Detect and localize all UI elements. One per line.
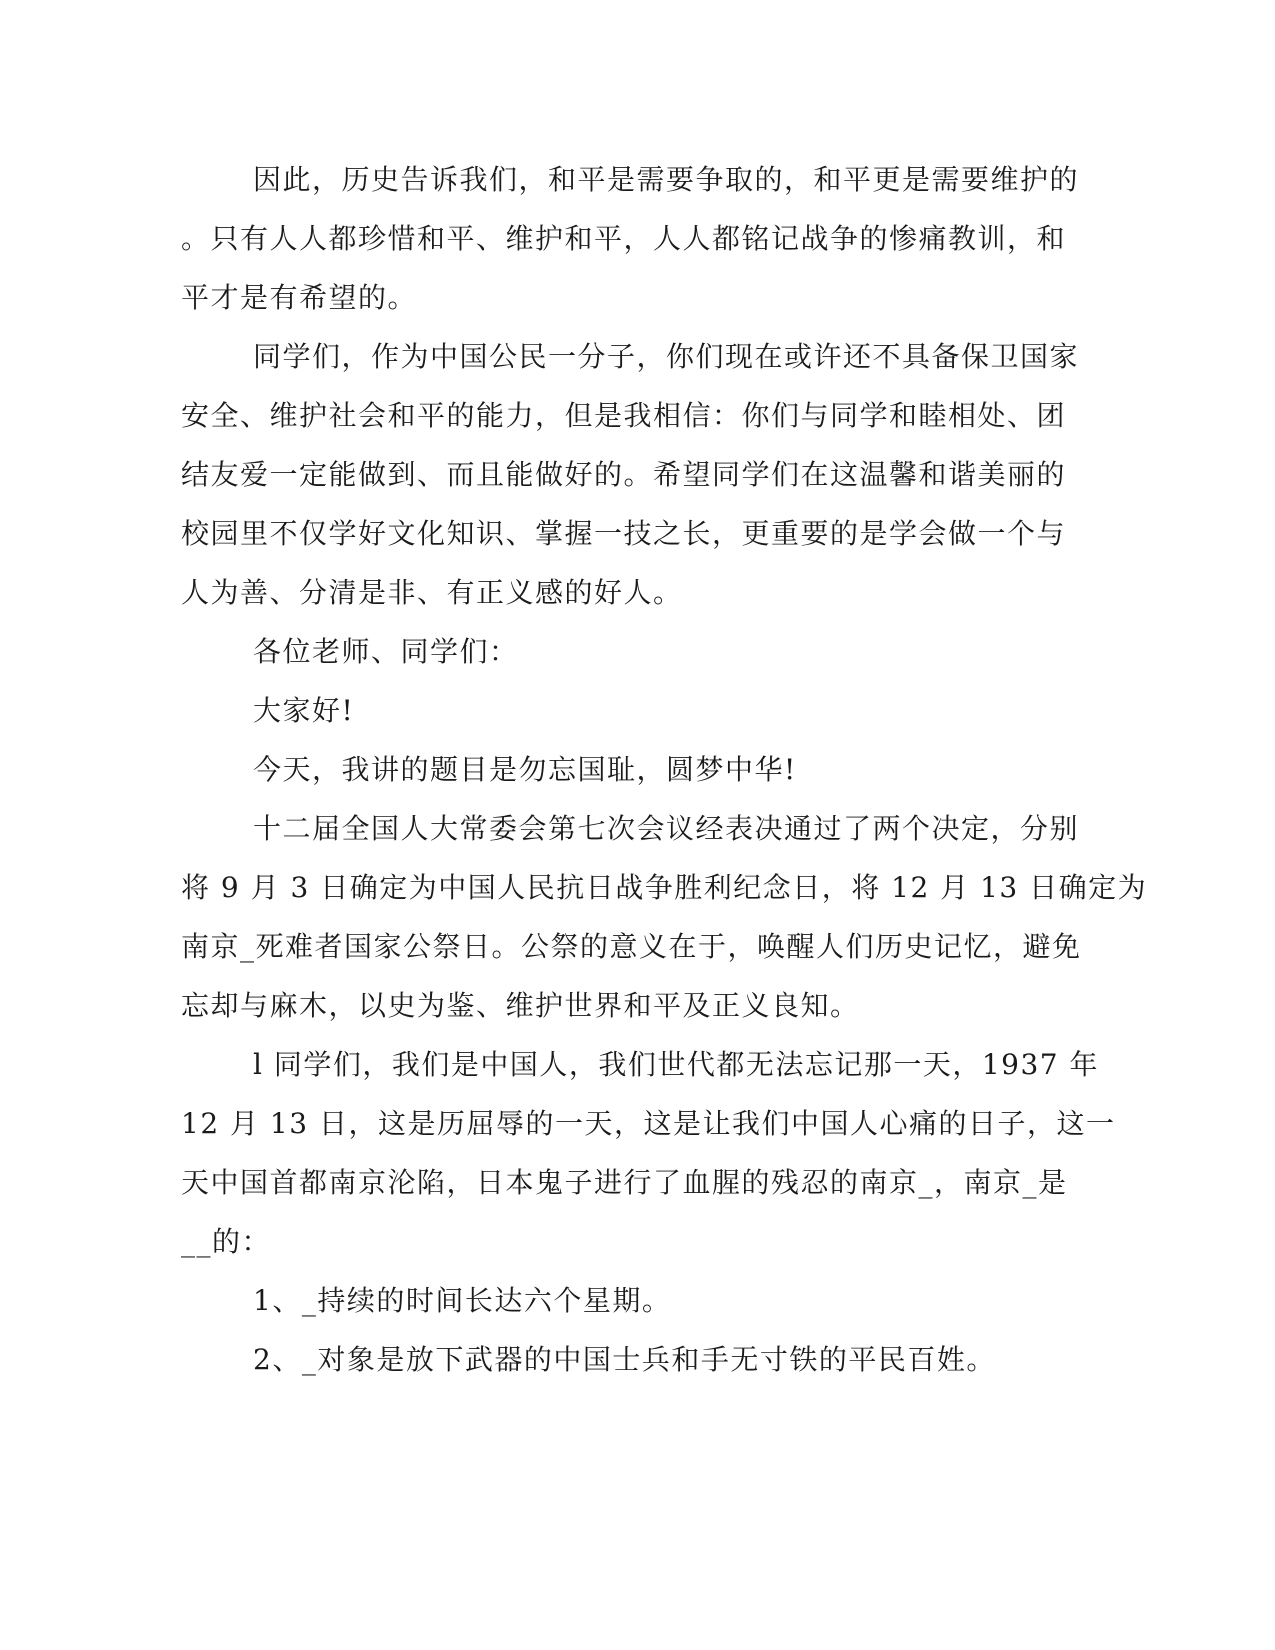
text-line: 各位老师、同学们： xyxy=(253,635,519,668)
paragraph xyxy=(181,1035,1116,1271)
text-line: 1、_持续的时间长达六个星期。 xyxy=(253,1284,672,1317)
text-line: 十二届全国人大常委会第七次会议经表决通过了两个决定，分别 xyxy=(253,812,1080,845)
text-line: 南京_死难者国家公祭日。公祭的意义在于，唤醒人们历史记忆，避免 xyxy=(181,930,1082,963)
paragraph xyxy=(181,150,1080,327)
text-line: 2、_对象是放下武器的中国士兵和手无寸铁的平民百姓。 xyxy=(253,1343,996,1376)
paragraph xyxy=(181,681,1041,740)
text-line: 因此，历史告诉我们，和平是需要争取的，和平更是需要维护的 xyxy=(253,163,1080,196)
text-line: 同学们，作为中国公民一分子，你们现在或许还不具备保卫国家 xyxy=(253,340,1080,373)
document-body xyxy=(181,150,1148,1389)
text-line: 结友爱一定能做到、而且能做好的。希望同学们在这温馨和谐美丽的 xyxy=(181,458,1067,491)
paragraph xyxy=(181,740,1041,799)
text-line: 。只有人人都珍惜和平、维护和平，人人都铭记战争的惨痛教训，和 xyxy=(181,222,1067,255)
text-line: 今天，我讲的题目是勿忘国耻，圆梦中华! xyxy=(253,753,797,786)
text-line: 平才是有希望的。 xyxy=(181,281,418,314)
paragraph xyxy=(181,622,1041,681)
paragraph xyxy=(181,1271,1041,1330)
text-line: 天中国首都南京沦陷，日本鬼子进行了血腥的残忍的南京_，南京_是 xyxy=(181,1166,1068,1199)
text-line: l 同学们，我们是中国人，我们世代都无法忘记那一天，1937 年 xyxy=(253,1048,1100,1081)
paragraph xyxy=(181,327,1080,622)
text-line: __的： xyxy=(181,1225,272,1258)
text-line: 安全、维护社会和平的能力，但是我相信：你们与同学和睦相处、团 xyxy=(181,399,1067,432)
paragraph xyxy=(181,799,1148,1035)
text-line: 校园里不仅学好文化知识、掌握一技之长，更重要的是学会做一个与 xyxy=(181,517,1067,550)
text-line: 将 9 月 3 日确定为中国人民抗日战争胜利纪念日，将 12 月 13 日确定为 xyxy=(181,871,1148,904)
text-line: 大家好! xyxy=(253,694,355,727)
text-line: 12 月 13 日，这是历屈辱的一天，这是让我们中国人心痛的日子，这一 xyxy=(181,1107,1116,1140)
text-line: 人为善、分清是非、有正义感的好人。 xyxy=(181,576,683,609)
text-line: 忘却与麻木，以史为鉴、维护世界和平及正义良知。 xyxy=(181,989,860,1022)
paragraph xyxy=(181,1330,1041,1389)
